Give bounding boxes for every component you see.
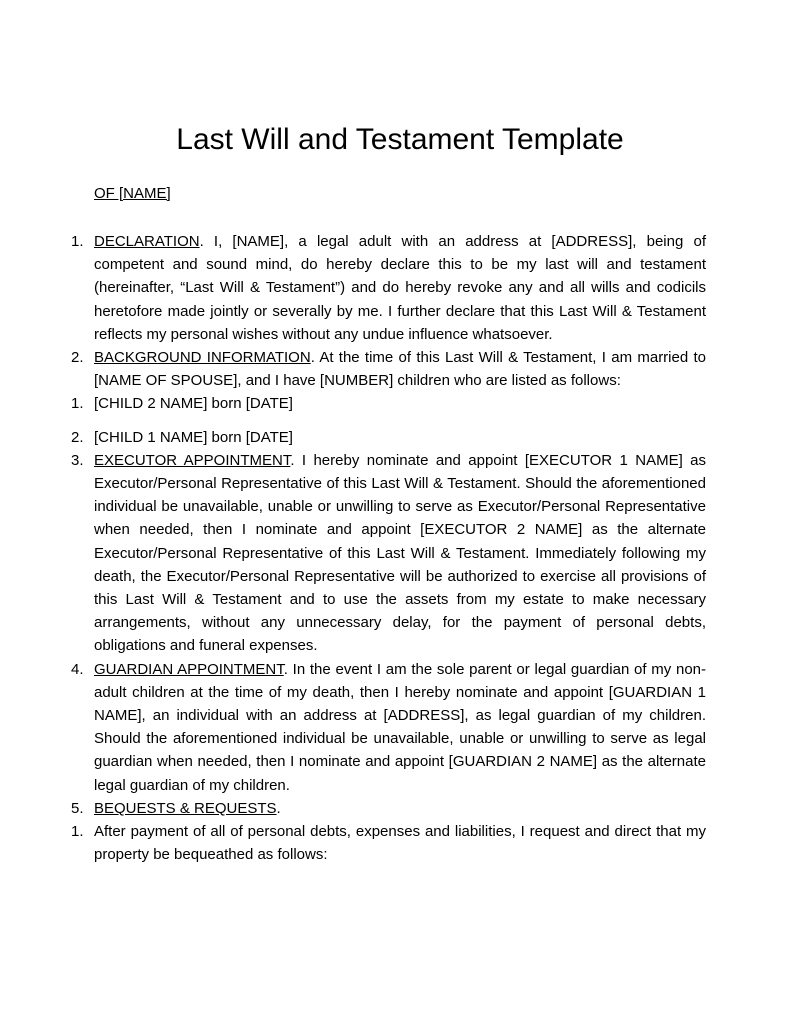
- clause-number: 5.: [71, 799, 84, 817]
- clause-number: 3.: [71, 451, 84, 469]
- child-entry: [0, 426, 706, 449]
- clause-guardian-appointment: [0, 658, 706, 797]
- child-number: 2.: [71, 428, 84, 446]
- clause-body: [94, 797, 706, 820]
- clause-heading: GUARDIAN APPOINTMENT: [94, 660, 284, 678]
- clause-heading: DECLARATION: [94, 233, 200, 250]
- clause-text: . At the time of this Last Will & Testament, I am married to [NAME OF SPOUSE], and I have [NUMBER] children who are listed as follows:: [94, 349, 706, 390]
- clause-text: . I hereby nominate and appoint [EXECUTOR 1 NAME] as Executor/Personal Representative of this Last Will & Testament. Should the aforementioned individual be unavailable, unable or unwilling to serve as Executor/Personal Representative when needed, then I nominate and appoint [EXECUTOR 2 NAME] as the alternate Executor/Personal Representative of this Last Will & Testament. Immediately following my death, the Executor/Personal Representative will be authorized to exercise all provisions of this Last Will & Testament and to use the assets from my estate to make necessary arrangements, without any unnecessary delay, for the payment of personal debts, obligations and funeral expenses.: [94, 451, 706, 655]
- clause-bequests-requests: [0, 797, 706, 820]
- clause-body: [94, 449, 706, 658]
- clause-text: . In the event I am the sole parent or legal guardian of my non-adult children at the time of my death, then I hereby nominate and appoint [GUARDIAN 1 NAME], an individual with an address at [ADDRESS], as legal guardian of my children. Should the aforementioned individual be unavailable, unable or unwilling to serve as legal guardian when needed, then I nominate and appoint [GUARDIAN 2 NAME] as the alternate legal guardian of my children.: [94, 660, 706, 794]
- clause-declaration: [0, 230, 706, 346]
- clause-number: 2.: [71, 349, 84, 367]
- child-number: 1.: [71, 395, 84, 413]
- bequest-number: 1.: [71, 823, 84, 841]
- child-text: [CHILD 2 NAME] born [DATE]: [94, 395, 293, 413]
- child-text: [CHILD 1 NAME] born [DATE]: [94, 428, 293, 446]
- clause-list: [0, 230, 800, 866]
- clause-body: [94, 658, 706, 797]
- clause-body: [94, 346, 706, 392]
- subtitle-text: OF [NAME]: [94, 185, 171, 202]
- clause-heading: BACKGROUND INFORMATION: [94, 349, 311, 367]
- clause-background-information: [0, 346, 706, 392]
- clause-text: .: [276, 799, 281, 817]
- clause-body: [94, 230, 706, 346]
- clause-text: . I, [NAME], a legal adult with an address at [ADDRESS], being of competent and sound mind, do hereby declare this to be my last will and testament (hereinafter, “Last Will & Testament”) and do hereby revoke any and all wills and codicils heretofore made jointly or severally by me. I further declare that this Last Will & Testament reflects my personal wishes without any undue influence whatsoever.: [94, 233, 706, 343]
- child-entry: [0, 392, 706, 415]
- document-title: Last Will and Testament Template: [176, 123, 624, 156]
- clause-heading: EXECUTOR APPOINTMENT: [94, 451, 291, 469]
- clause-heading: BEQUESTS & REQUESTS: [94, 799, 277, 817]
- bequest-entry: [0, 820, 706, 866]
- clause-number: 1.: [71, 233, 84, 250]
- clause-number: 4.: [71, 660, 84, 678]
- document-subtitle: [94, 184, 171, 204]
- clause-executor-appointment: [0, 449, 706, 658]
- bequest-text: After payment of all of personal debts, expenses and liabilities, I request and direct that my property be bequeathed as follows:: [94, 823, 706, 864]
